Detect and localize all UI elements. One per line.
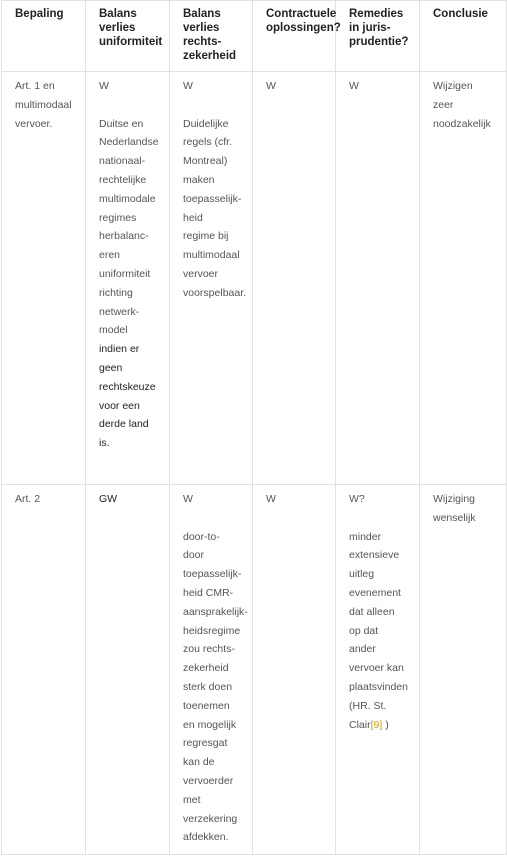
uniformity-flag: W bbox=[99, 80, 109, 92]
remedies-flag: W? bbox=[349, 493, 365, 505]
cell-uniformity: W Duitse en Nederlandse nationaal- rechtelijke multimodale regimes herbalanc- eren uniformiteit richting netwerk- model indien er geen rechtskeuze voor een derde land is. bbox=[86, 72, 170, 485]
header-contractuele-oplossingen: Contractuele oplossingen? bbox=[253, 1, 336, 72]
header-bepaling: Bepaling bbox=[2, 1, 86, 72]
contractual-flag: W bbox=[266, 80, 276, 92]
cell-contractual bbox=[253, 72, 336, 485]
header-remedies-jurisprudentie: Remedies in juris- prudentie? bbox=[336, 1, 420, 72]
header-balans-rechtszekerheid: Balans verlies rechts- zekerheid bbox=[170, 1, 253, 72]
cell-remedies: W? minder extensieve uitleg evenement dat alleen op dat ander vervoer kan plaatsvinden (HR. St. Clair[9] ) bbox=[336, 485, 420, 855]
uniformity-flag: GW bbox=[99, 493, 118, 505]
header-conclusie: Conclusie bbox=[420, 1, 507, 72]
certainty-flag: W bbox=[183, 80, 193, 92]
table-header-row bbox=[2, 1, 507, 72]
comparison-table bbox=[1, 0, 507, 855]
table-row bbox=[2, 485, 507, 855]
cell-contractual bbox=[253, 485, 336, 855]
cell-certainty: W Duidelijke regels (cfr. Montreal) maken toepasselijk- heid regime bij multimodaal vervoer voorspelbaar. bbox=[170, 72, 253, 485]
cell-provision: Art. 2 bbox=[2, 485, 86, 855]
contractual-flag: W bbox=[266, 493, 276, 505]
certainty-flag: W bbox=[183, 493, 193, 505]
cell-certainty: W door-to- door toepasselijk- heid CMR- aansprakelijk- heidsregime zou rechts- zekerheid sterk doen toenemen en mogelijk regresgat kan de vervoerder met verzekering afdekken. bbox=[170, 485, 253, 855]
cell-uniformity bbox=[86, 485, 170, 855]
cell-remedies bbox=[336, 72, 420, 485]
header-balans-uniformiteit: Balans verlies uniformiteit bbox=[86, 1, 170, 72]
cell-provision: Art. 1 en multimodaal vervoer. bbox=[2, 72, 86, 485]
cell-conclusion: Wijziging wenselijk bbox=[420, 485, 507, 855]
table-row bbox=[2, 72, 507, 485]
cell-conclusion: Wijzigen zeer noodzakelijk bbox=[420, 72, 507, 485]
footnote-link[interactable]: [9] bbox=[370, 718, 383, 731]
remedies-flag: W bbox=[349, 80, 359, 92]
